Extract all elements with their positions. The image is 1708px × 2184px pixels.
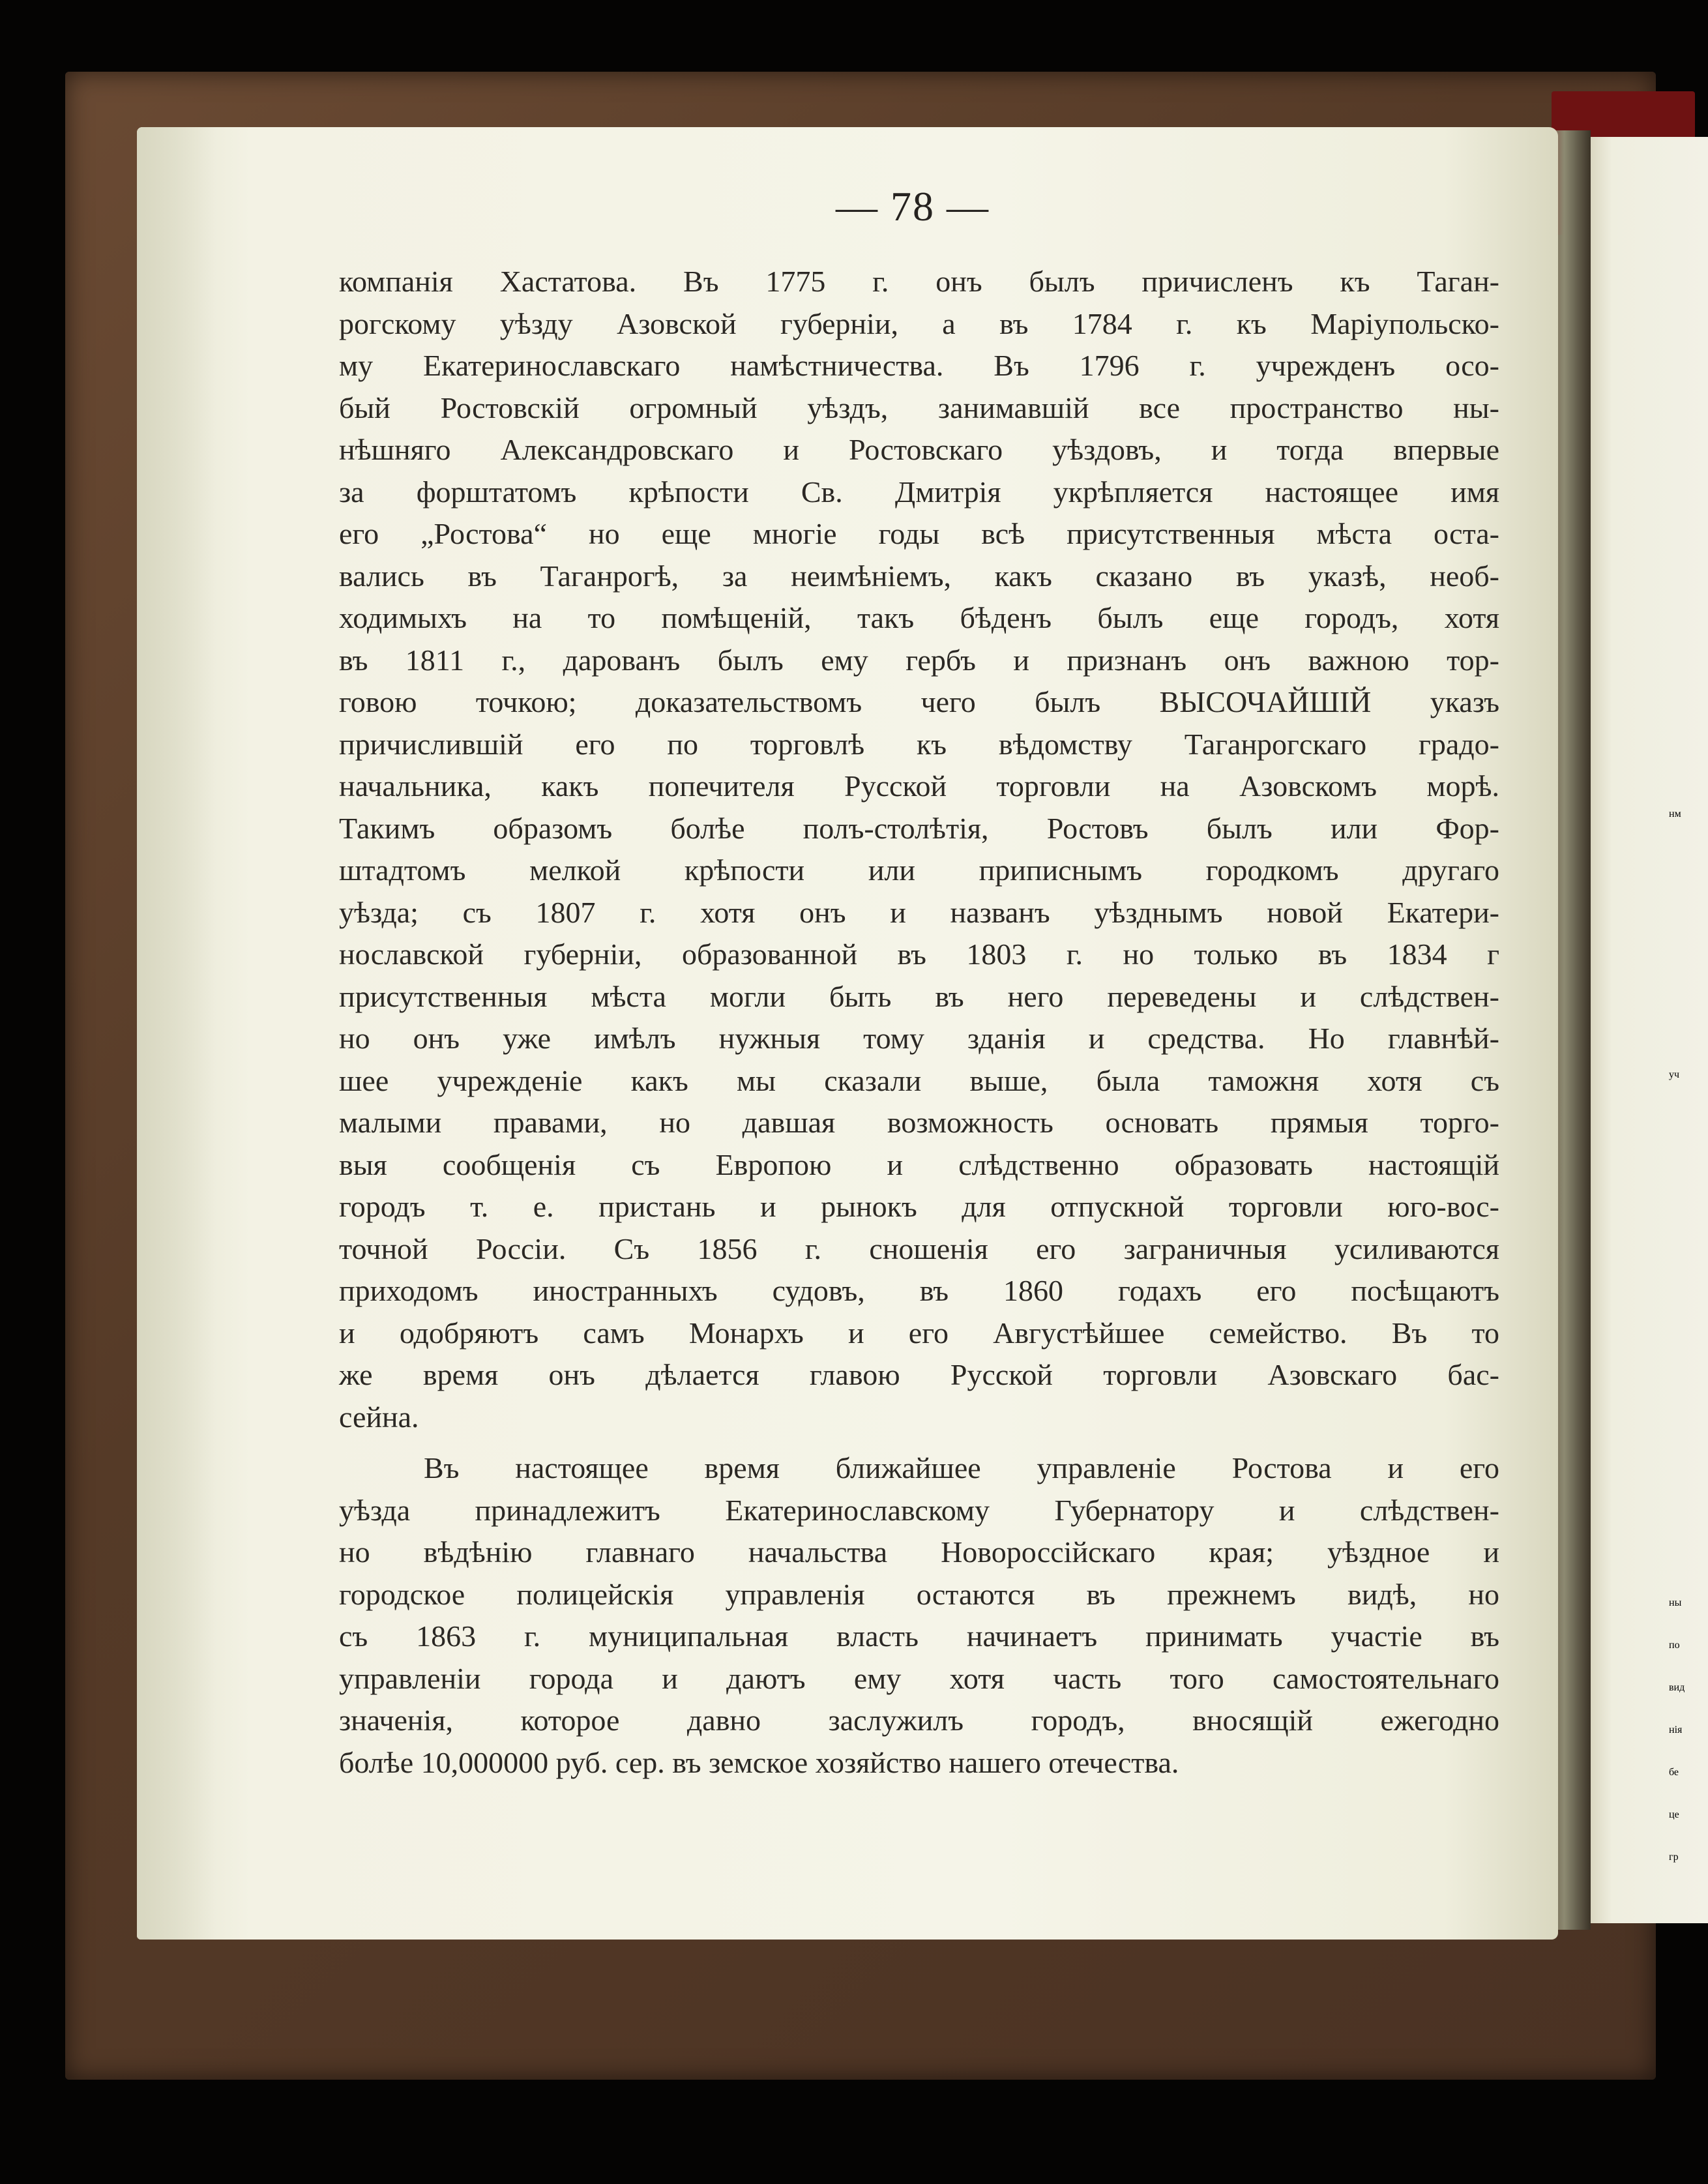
- next-page-fragment: по: [1669, 1640, 1680, 1651]
- text-line: значенія, которое давно заслужилъ городъ, вносящій ежегодно: [339, 1704, 1499, 1737]
- next-page-fragment: це: [1669, 1809, 1679, 1820]
- text-line: штадтомъ мелкой крѣпости или приписнымъ городкомъ другаго: [339, 853, 1499, 887]
- text-line: уѣзда принадлежитъ Екатеринославскому Губернатору и слѣдствен-: [339, 1493, 1499, 1527]
- text-line: управленіи города и даютъ ему хотя часть того самостоятельнаго: [339, 1661, 1499, 1695]
- text-line: но онъ уже имѣлъ нужныя тому зданія и средства. Но главнѣй-: [339, 1022, 1499, 1055]
- text-line: му Екатеринославскаго намѣстничества. Въ 1796 г. учрежденъ осо-: [339, 349, 1499, 382]
- text-line: бый Ростовскій огромный уѣздъ, занимавшій все пространство ны-: [339, 391, 1499, 424]
- text-line: компанія Хастатова. Въ 1775 г. онъ былъ причисленъ къ Таган-: [339, 265, 1499, 298]
- paragraph-1: [339, 261, 1499, 1438]
- paragraph-2: [339, 1447, 1499, 1784]
- page-number: — 78 —: [836, 183, 990, 229]
- text-line: уѣзда; съ 1807 г. хотя онъ и названъ уѣзднымъ новой Екатери-: [339, 895, 1499, 929]
- text-line: сейна.: [339, 1400, 419, 1434]
- text-line: точной Россіи. Съ 1856 г. сношенія его заграничныя усиливаются: [339, 1232, 1499, 1265]
- text-line: же время онъ дѣлается главою Русской торговли Азовскаго бас-: [339, 1358, 1499, 1391]
- text-line: но вѣдѣнію главнаго начальства Новороссійскаго края; уѣздное и: [339, 1535, 1499, 1569]
- text-line: вались въ Таганрогѣ, за неимѣніемъ, какъ сказано въ указѣ, необ-: [339, 559, 1499, 593]
- text-line: говою точкою; доказательствомъ чего былъ ВЫСОЧАЙШІЙ указъ: [339, 685, 1499, 718]
- next-page-fragment: ны: [1669, 1597, 1682, 1608]
- paragraph-gap: [339, 1438, 1499, 1447]
- next-page-fragment: бе: [1669, 1767, 1679, 1778]
- next-page-fragment: нія: [1669, 1724, 1683, 1735]
- text-line: болѣе 10,000000 руб. сер. въ земское хозяйство нашего отечества.: [339, 1745, 1179, 1779]
- next-page: [1571, 137, 1708, 1923]
- text-line: начальника, какъ попечителя Русской торговли на Азовскомъ морѣ.: [339, 769, 1499, 803]
- text-line: и одобряютъ самъ Монархъ и его Августѣйшее семейство. Въ то: [339, 1316, 1499, 1350]
- text-line: причислившій его по торговлѣ къ вѣдомству Таганрогскаго градо-: [339, 727, 1499, 761]
- page-edge-shadow: [137, 127, 215, 1940]
- next-page-fragment: гр: [1669, 1852, 1679, 1863]
- text-line: приходомъ иностранныхъ судовъ, въ 1860 годахъ его посѣщаютъ: [339, 1274, 1499, 1307]
- text-line: его „Ростова“ но еще многіе годы всѣ присутственныя мѣста оста-: [339, 517, 1499, 550]
- text-line: Такимъ образомъ болѣе полъ-столѣтія, Ростовъ былъ или Фор-: [339, 811, 1499, 845]
- text-line: выя сообщенія съ Европою и слѣдственно образовать настоящій: [339, 1147, 1499, 1181]
- text-line: городское полицейскія управленія остаются въ прежнемъ видѣ, но: [339, 1577, 1499, 1611]
- text-line: за форштатомъ крѣпости Св. Дмитрія укрѣпляется настоящее имя: [339, 475, 1499, 509]
- text-line: нѣшняго Александровскаго и Ростовскаго уѣздовъ, и тогда впервые: [339, 433, 1499, 466]
- text-line: городъ т. е. пристань и рынокъ для отпускной торговли юго-вос-: [339, 1190, 1499, 1223]
- next-page-fragment: нм: [1669, 808, 1681, 819]
- text-line: рогскому уѣзду Азовской губерніи, а въ 1784 г. къ Маріупольско-: [339, 306, 1499, 340]
- text-line: малыми правами, но давшая возможность основать прямыя торго-: [339, 1106, 1499, 1139]
- next-page-fragment: уч: [1669, 1069, 1680, 1080]
- text-line: присутственныя мѣста могли быть въ него переведены и слѣдствен-: [339, 979, 1499, 1013]
- text-line: шее учрежденіе какъ мы сказали выше, была таможня хотя съ: [339, 1063, 1499, 1097]
- text-line: въ 1811 г., дарованъ былъ ему гербъ и признанъ онъ важною тор-: [339, 643, 1499, 677]
- page-body: [339, 261, 1499, 1784]
- text-line: нославской губерніи, образованной въ 1803 г. но только въ 1834 г: [339, 937, 1499, 971]
- text-line: съ 1863 г. муниципальная власть начинаетъ принимать участіе въ: [339, 1619, 1499, 1653]
- text-line: Въ настоящее время ближайшее управленіе Ростова и его: [424, 1451, 1499, 1484]
- next-page-fragment: вид: [1669, 1682, 1685, 1693]
- text-line: ходимыхъ на то помѣщеній, такъ бѣденъ былъ еще городъ, хотя: [339, 601, 1499, 634]
